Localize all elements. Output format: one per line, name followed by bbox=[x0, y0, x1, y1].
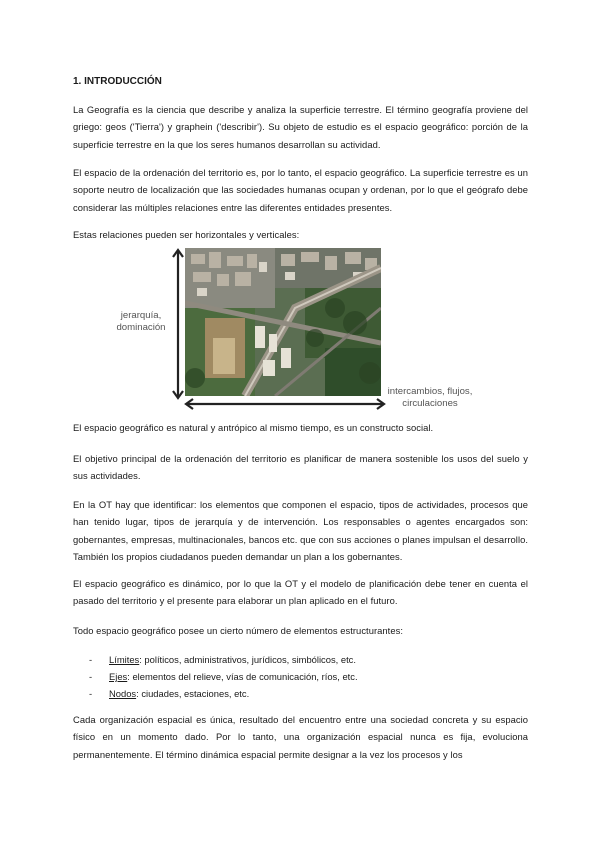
list-text: : ciudades, estaciones, etc. bbox=[136, 687, 250, 699]
aerial-city-photo bbox=[185, 248, 381, 396]
horizontal-arrow bbox=[183, 397, 387, 411]
list-term: Ejes bbox=[109, 670, 128, 682]
paragraph-objective: El objetivo principal de la ordenación del territorio es planificar de manera sostenible los usos del suelo y sus actividades. bbox=[73, 453, 528, 482]
paragraph-dynamic: El espacio geográfico es dinámico, por lo que la OT y el modelo de planificación debe tener en cuenta el pasado del territorio y el presente para elaborar un plan aplicado en el futuro. bbox=[73, 578, 528, 607]
vertical-arrow bbox=[171, 248, 185, 400]
vertical-label: jerarquía, dominación bbox=[116, 310, 166, 333]
list-dash: - bbox=[89, 687, 93, 699]
section-heading: 1. INTRODUCCIÓN bbox=[73, 76, 162, 87]
list-item bbox=[89, 669, 358, 686]
paragraph-identify: En la OT hay que identificar: los elementos que componen el espacio, tipos de actividades, procesos que han tenido lugar, tipos de jerarquía y de intervención. Los responsables o agentes encargados son: gobernantes, empresas, multinacionales, bancos etc. que con sus acciones o planes impulsan el desarrollo. También los propios ciudadanos pueden demandar un plan a los gobernantes. bbox=[73, 499, 528, 563]
paragraph-elements: Todo espacio geográfico posee un cierto número de elementos estructurantes: bbox=[73, 625, 403, 636]
list-dash: - bbox=[89, 654, 93, 665]
list-item bbox=[89, 652, 358, 669]
list-term: Límites bbox=[109, 654, 140, 665]
structuring-elements-list bbox=[89, 652, 358, 702]
relations-figure bbox=[0, 248, 600, 416]
list-term: Nodos bbox=[109, 687, 137, 699]
list-dash: - bbox=[89, 670, 93, 682]
list-text: : elementos del relieve, vías de comunicación, ríos, etc. bbox=[127, 670, 358, 682]
paragraph-natural-anthropic: El espacio geográfico es natural y antrópico al mismo tiempo, es un constructo social. bbox=[73, 422, 434, 433]
paragraph-relations: Estas relaciones pueden ser horizontales y verticales: bbox=[73, 229, 300, 240]
horizontal-label: intercambios, flujos, circulaciones bbox=[387, 386, 473, 409]
list-text: : políticos, administrativos, jurídicos, simbólicos, etc. bbox=[139, 654, 356, 665]
list-item bbox=[89, 686, 358, 703]
paragraph-organization: Cada organización espacial es única, resultado del encuentro entre una sociedad concreta y su espacio físico en un momento dado. Por lo tanto, una organización espacial nunca es fija, evoluciona permanentemente. El término dinámica espacial permite designar a la vez los procesos y los bbox=[73, 714, 528, 760]
paragraph-intro: La Geografía es la ciencia que describe y analiza la superficie terrestre. El término geografía proviene del griego: geos ('Tierra') y graphein ('describir'). Su objeto de estudio es el espacio geográfico: porción de la superficie terrestre en la que los seres humanos desarrollan su actividad. bbox=[73, 104, 528, 150]
paragraph-ot-space: El espacio de la ordenación del territorio es, por lo tanto, el espacio geográfico. La superficie terrestre es un soporte neutro de localización que las sociedades humanas ocupan y ordenan, por lo que el geógrafo debe considerar las múltiples relaciones entre las diferentes entidades presentes. bbox=[73, 167, 528, 213]
